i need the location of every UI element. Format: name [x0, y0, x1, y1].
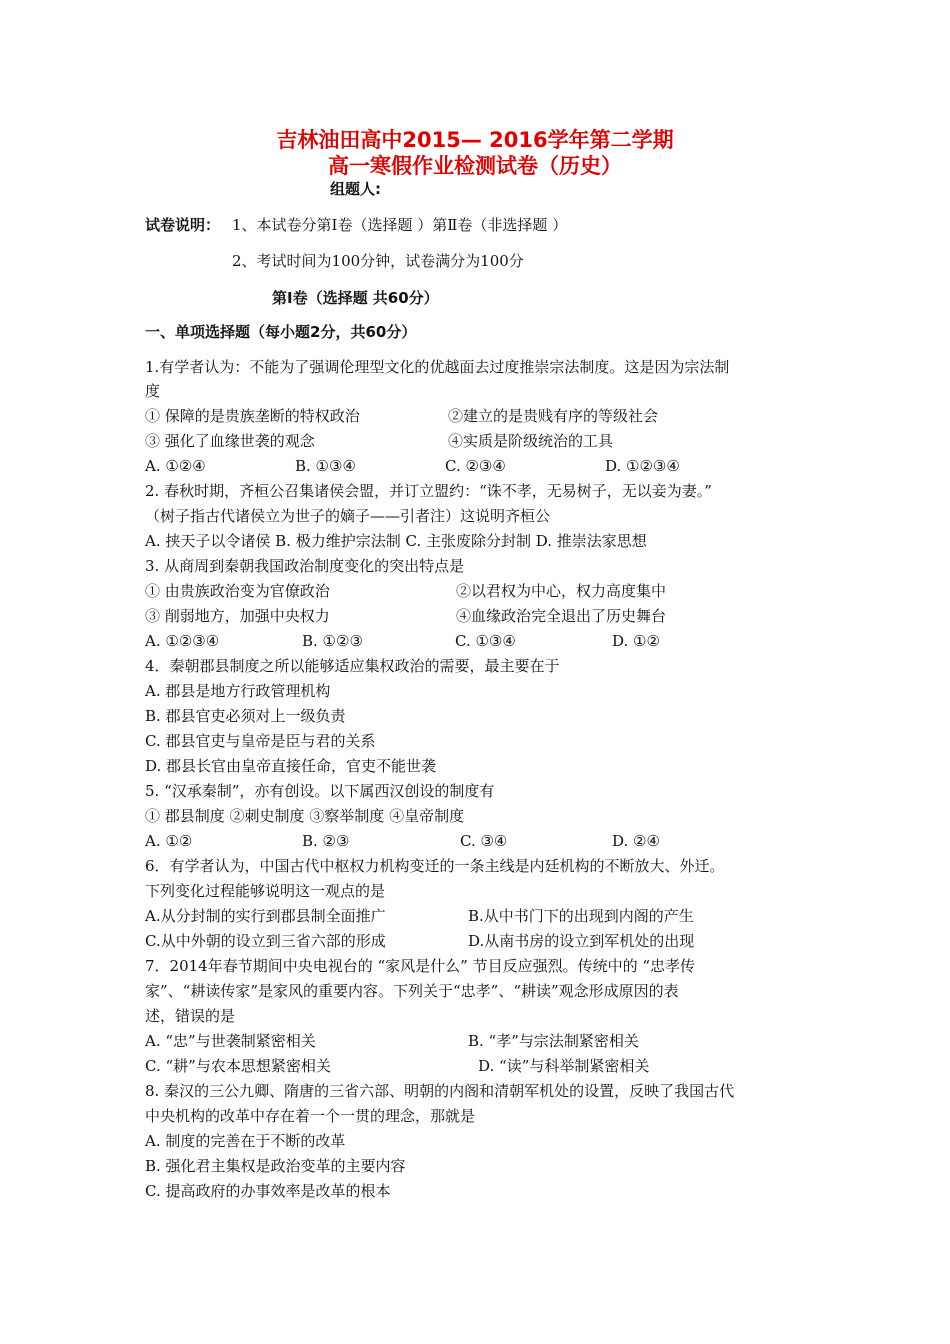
question-5-stem: 5. “汉承秦制”，亦有创设。以下属西汉创设的制度有 [145, 782, 495, 800]
question-8-option-c: C. 提高政府的办事效率是改革的根本 [145, 1182, 391, 1200]
question-1-statement-4: ④实质是阶级统治的工具 [448, 432, 614, 450]
question-4-option-a: A. 郡县是地方行政管理机构 [145, 682, 331, 700]
question-7-stem-line3: 述，错误的是 [145, 1007, 236, 1025]
question-3-stem: 3. 从商周到秦朝我国政治制度变化的突出特点是 [145, 557, 465, 575]
question-5-option-a: A. ①② [145, 832, 193, 850]
question-1-statement-1: ① 保障的是贵族垄断的特权政治 [145, 407, 360, 425]
question-1-option-b: B. ①③④ [295, 457, 356, 475]
instruction-item-1: 1、本试卷分第Ⅰ卷（选择题 ）第Ⅱ卷（非选择题 ） [232, 216, 568, 234]
question-4-option-d: D. 郡县长官由皇帝直接任命，官吏不能世袭 [145, 757, 437, 775]
question-8-stem-line2: 中央机构的改革中存在着一个一贯的理念，那就是 [145, 1107, 476, 1125]
question-6-option-d: D.从南书房的设立到军机处的出现 [468, 932, 695, 950]
question-8-stem-line1: 8. 秦汉的三公九卿、隋唐的三省六部、明朝的内阁和清朝军机处的设置，反映了我国古代 [145, 1082, 735, 1100]
question-1-stem-line2: 度 [145, 382, 161, 400]
question-1-option-d: D. ①②③④ [605, 457, 680, 475]
question-7-option-d: D. “读”与科举制紧密相关 [478, 1057, 650, 1075]
question-1-stem-line1: 1.有学者认为：不能为了强调伦理型文化的优越面去过度推崇宗法制度。这是因为宗法制 [145, 358, 730, 376]
question-3-option-b: B. ①②③ [302, 632, 363, 650]
question-5-statements: ① 郡县制度 ②刺史制度 ③察举制度 ④皇帝制度 [145, 807, 465, 825]
question-7-stem-line2: 家”、“耕读传家”是家风的重要内容。下列关于“忠孝”、“耕读”观念形成原因的表 [145, 982, 679, 1000]
question-3-option-c: C. ①③④ [455, 632, 516, 650]
question-1-statement-3: ③ 强化了血缘世袭的观念 [145, 432, 315, 450]
question-6-option-c: C.从中外朝的设立到三省六部的形成 [145, 932, 386, 950]
question-1-option-c: C. ②③④ [445, 457, 506, 475]
question-4-option-b: B. 郡县官吏必须对上一级负责 [145, 707, 346, 725]
question-3-statement-3: ③ 削弱地方，加强中央权力 [145, 607, 330, 625]
question-3-statement-4: ④血缘政治完全退出了历史舞台 [456, 607, 667, 625]
instruction-item-2: 2、考试时间为100分钟，试卷满分为100分 [232, 252, 524, 270]
exam-subtitle: 高一寒假作业检测试卷（历史） [328, 154, 622, 178]
question-3-option-a: A. ①②③④ [145, 632, 220, 650]
question-2-stem-line2: （树子指古代诸侯立为世子的嫡子——引者注）这说明齐桓公 [145, 507, 551, 525]
question-5-option-d: D. ②④ [612, 832, 660, 850]
question-5-option-b: B. ②③ [302, 832, 350, 850]
question-1-statement-2: ②建立的是贵贱有序的等级社会 [448, 407, 659, 425]
question-5-option-c: C. ③④ [460, 832, 508, 850]
question-7-option-b: B. “孝”与宗法制紧密相关 [468, 1032, 639, 1050]
question-3-statement-1: ① 由贵族政治变为官僚政治 [145, 582, 330, 600]
question-6-option-b: B.从中书门下的出现到内阁的产生 [468, 907, 694, 925]
question-2-stem-line1: 2. 春秋时期，齐桓公召集诸侯会盟，并订立盟约：“诛不孝，无易树子，无以妾为妻。” [145, 482, 712, 500]
question-6-stem-line2: 下列变化过程能够说明这一观点的是 [145, 882, 386, 900]
composer-label: 组题人: [330, 180, 381, 198]
exam-title: 吉林油田高中2015— 2016学年第二学期 [276, 128, 674, 152]
question-4-option-c: C. 郡县官吏与皇帝是臣与君的关系 [145, 732, 376, 750]
question-7-option-a: A. “忠”与世袭制紧密相关 [145, 1032, 316, 1050]
question-2-options: A. 挟天子以令诸侯 B. 极力维护宗法制 C. 主张废除分封制 D. 推崇法家思想 [145, 532, 647, 550]
question-3-statement-2: ②以君权为中心，权力高度集中 [456, 582, 667, 600]
question-6-option-a: A.从分封制的实行到郡县制全面推广 [145, 907, 386, 925]
question-1-option-a: A. ①②④ [145, 457, 206, 475]
question-6-stem-line1: 6．有学者认为，中国古代中枢权力机构变迁的一条主线是内廷机构的不断放大、外迁。 [145, 857, 725, 875]
question-8-option-a: A. 制度的完善在于不断的改革 [145, 1132, 346, 1150]
question-4-stem: 4．秦朝郡县制度之所以能够适应集权政治的需要，最主要在于 [145, 657, 560, 675]
section-title: 一、单项选择题（每小题2分，共60分） [145, 323, 417, 341]
part-one-title: 第Ⅰ卷（选择题 共60分） [272, 289, 439, 307]
question-3-option-d: D. ①② [612, 632, 660, 650]
question-7-option-c: C. “耕”与农本思想紧密相关 [145, 1057, 331, 1075]
question-7-stem-line1: 7．2014年春节期间中央电视台的 “家风是什么” 节目反应强烈。传统中的 “忠孝传 [145, 957, 696, 975]
instructions-label: 试卷说明： [145, 216, 221, 234]
question-8-option-b: B. 强化君主集权是政治变革的主要内容 [145, 1157, 406, 1175]
